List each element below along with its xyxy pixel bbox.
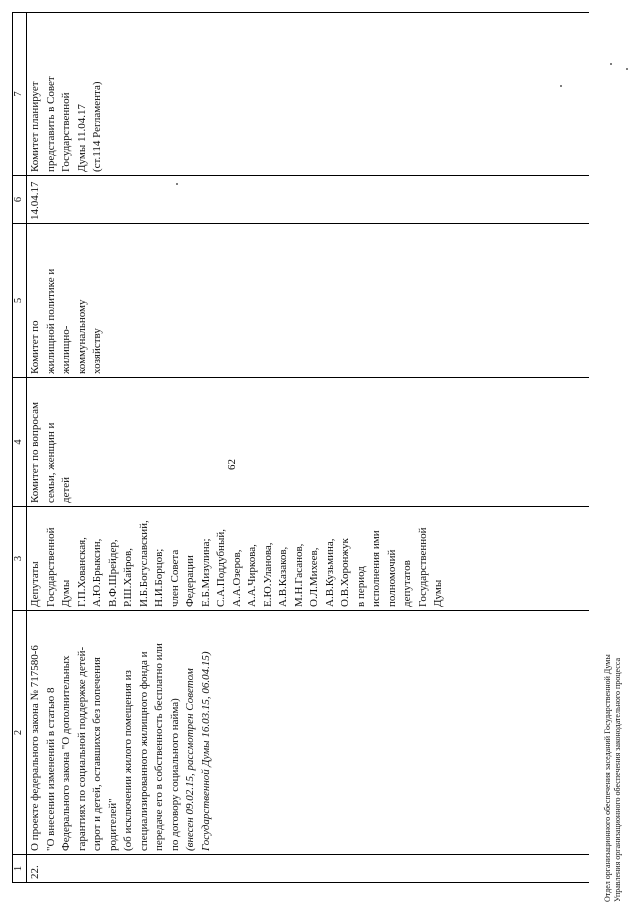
- text-line: Федерации: [184, 555, 196, 607]
- scan-speck: [176, 183, 178, 185]
- page-number: 62: [226, 459, 238, 470]
- text-line: Комитет по: [29, 320, 41, 374]
- col-header-3: 3: [13, 507, 27, 611]
- text-line: О.В.Хоронжук: [339, 538, 351, 607]
- scan-speck: [610, 63, 612, 65]
- bill-authors: [27, 507, 590, 611]
- text-line: Государственной: [416, 527, 429, 607]
- text-line: (об исключении жилого помещения из: [122, 670, 134, 851]
- text-line: родителей": [106, 798, 119, 851]
- text-line: представить в Совет: [44, 76, 57, 172]
- text-line: А.Ю.Брыксин,: [91, 538, 103, 607]
- bill-submission-note: [183, 614, 214, 851]
- text-line: (ст.114 Регламента): [91, 81, 103, 172]
- text-line: Комитет планирует: [29, 81, 41, 172]
- text-line: жилищной политике и: [44, 268, 57, 374]
- text-line: исполнения ими: [370, 530, 382, 607]
- text-line: член Совета: [168, 549, 181, 607]
- col-header-6: 6: [13, 176, 27, 224]
- text-line: коммунальному: [75, 299, 88, 374]
- text-line: Н.И.Борцов;: [153, 548, 165, 607]
- text-line: Государственной: [60, 92, 72, 172]
- text-line: Р.Ш.Хайров,: [122, 548, 134, 607]
- scan-speck: [626, 68, 628, 70]
- text-line: по договору социального найма): [168, 698, 181, 851]
- text-line: передаче его в собственность бесплатно или: [153, 643, 165, 851]
- status-notes: [27, 13, 590, 176]
- text-line: Е.Б.Мизулина;: [199, 538, 212, 607]
- col-header-5: 5: [13, 224, 27, 378]
- text-line: в период: [354, 566, 367, 607]
- text-line: (внесен 09.02.15, рассмотрен Советом: [184, 668, 196, 851]
- scan-speck: [560, 85, 562, 87]
- text-line: С.А.Поддубный,: [215, 529, 227, 607]
- text-line: семьи, женщин и: [44, 422, 57, 503]
- text-line: А.А.Чиркова,: [246, 544, 258, 607]
- text-line: Государственной Думы 16.03.15, 06.04.15): [199, 651, 212, 851]
- text-line: М.Н.Гасанов,: [292, 543, 305, 607]
- text-line: Государственной: [44, 527, 57, 607]
- text-line: Думы: [60, 579, 72, 607]
- text-line: В.Ф.Шрейдер,: [106, 539, 119, 607]
- text-line: "О внесении изменений в статью 8: [44, 687, 57, 851]
- text-line: детей: [60, 476, 72, 503]
- bill-description: [28, 614, 183, 851]
- table-row: [27, 13, 590, 883]
- text-line: гарантиях по социальной поддержке детей-: [75, 646, 88, 851]
- col-header-2: 2: [13, 611, 27, 855]
- text-line: А.А.Озеров,: [230, 549, 243, 607]
- footer-line-1: Отдел организационного обеспечения заседаний Государственной Думы: [603, 654, 612, 902]
- text-line: Е.Ю.Уланова,: [261, 542, 274, 607]
- text-line: Депутаты: [29, 561, 41, 607]
- footer: [603, 654, 623, 902]
- header-row: [13, 13, 27, 883]
- footer-line-2: Управления организационного обеспечения законодательного процесса: [613, 657, 622, 902]
- text-line: сирот и детей, оставшихся без попечения: [91, 657, 103, 851]
- item-number: 22.: [27, 855, 590, 883]
- col-header-7: 7: [13, 13, 27, 176]
- text-line: Комитет по вопросам: [29, 402, 41, 503]
- text-line: О проекте федерального закона № 717580-6: [29, 645, 41, 851]
- text-line: И.Б.Богуславский,: [137, 520, 150, 607]
- col-header-1: 1: [13, 855, 27, 883]
- text-line: хозяйству: [91, 328, 103, 374]
- text-line: Г.П.Хованская,: [75, 537, 88, 607]
- text-line: Думы: [432, 579, 444, 607]
- text-line: депутатов: [401, 560, 413, 607]
- text-line: Думы 11.04.17: [75, 103, 88, 172]
- responsible-committee: [27, 224, 590, 378]
- col-header-4: 4: [13, 378, 27, 507]
- text-line: А.В.Кузьмина,: [323, 538, 336, 607]
- bill-description-cell: [27, 611, 590, 855]
- text-line: А.В.Казаков,: [277, 546, 289, 607]
- bills-table: [12, 12, 589, 883]
- text-line: Федерального закона "О дополнительных: [60, 655, 72, 851]
- text-line: жилищно-: [60, 325, 72, 374]
- planned-date: 14.04.17: [27, 176, 590, 224]
- text-line: О.Л.Михеев,: [308, 547, 320, 607]
- co-executor-committee: [27, 378, 590, 507]
- text-line: специализированного жилищного фонда и: [137, 651, 150, 851]
- text-line: полномочий: [385, 549, 398, 607]
